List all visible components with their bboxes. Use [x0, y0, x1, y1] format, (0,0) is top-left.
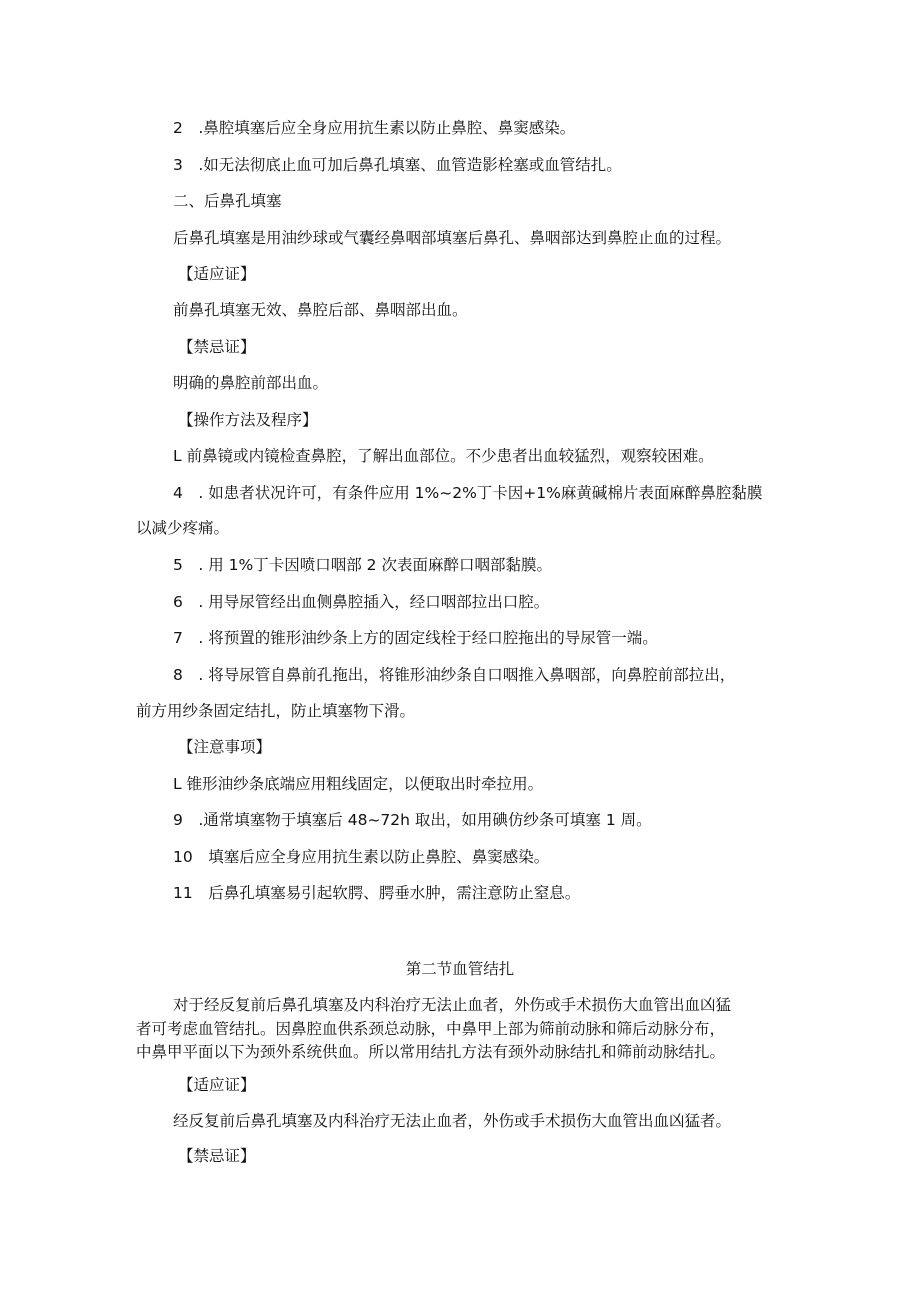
list-item: 6 . 用导尿管经出血侧鼻腔插入，经口咽部拉出口腔。	[173, 593, 550, 611]
list-item: 3 .如无法彻底止血可加后鼻孔填塞、血管造影栓塞或血管结扎。	[173, 156, 622, 174]
paragraph-continuation: 中鼻甲平面以下为颈外系统供血。所以常用结扎方法有颈外动脉结扎和筛前动脉结扎。	[136, 1043, 726, 1061]
list-item: 2 .鼻腔填塞后应全身应用抗生素以防止鼻腔、鼻窦感染。	[173, 119, 576, 137]
list-item: 9 .通常填塞物于填塞后 48~72h 取出，如用碘仿纱条可填塞 1 周。	[173, 811, 652, 829]
paragraph: 对于经反复前后鼻孔填塞及内科治疗无法止血者，外伤或手术损伤大血管出血凶猛	[173, 996, 732, 1014]
paragraph: 明确的鼻腔前部出血。	[173, 374, 329, 392]
subheading: 【适应证】	[178, 1076, 256, 1094]
list-item: 11 后鼻孔填塞易引起软腭、腭垂水肿，需注意防止窒息。	[173, 884, 581, 902]
paragraph: 经反复前后鼻孔填塞及内科治疗无法止血者，外伤或手术损伤大血管出血凶猛者。	[173, 1112, 732, 1130]
list-item-continuation: 前方用纱条固定结扎，防止填塞物下滑。	[136, 702, 416, 720]
subheading: 【禁忌证】	[178, 338, 256, 356]
subheading: 【操作方法及程序】	[178, 411, 318, 429]
subheading: 【适应证】	[178, 265, 256, 283]
list-item: L 锥形油纱条底端应用粗线固定，以便取出时牵拉用。	[173, 775, 544, 793]
subheading: 【注意事项】	[178, 738, 272, 756]
subheading: 【禁忌证】	[178, 1147, 256, 1165]
paragraph: 后鼻孔填塞是用油纱球或气囊经鼻咽部填塞后鼻孔、鼻咽部达到鼻腔止血的过程。	[173, 229, 732, 247]
section-title: 第二节血管结扎	[405, 960, 515, 978]
list-item: 4 . 如患者状况许可，有条件应用 1%~2%丁卡因+1%麻黄碱棉片表面麻醉鼻腔黏膜	[173, 484, 763, 502]
list-item: 8 . 将导尿管自鼻前孔拖出，将锥形油纱条自口咽推入鼻咽部，向鼻腔前部拉出，	[173, 666, 736, 684]
list-item: 10 填塞后应全身应用抗生素以防止鼻腔、鼻窦感染。	[173, 848, 550, 866]
list-item: L 前鼻镜或内镜检查鼻腔，了解出血部位。不少患者出血较猛烈，观察较困难。	[173, 447, 714, 465]
list-item-continuation: 以减少疼痛。	[136, 519, 230, 537]
paragraph-continuation: 者可考虑血管结扎。因鼻腔血供系颈总动脉，中鼻甲上部为筛前动脉和筛后动脉分布，	[136, 1020, 726, 1038]
section-heading: 二、后鼻孔填塞	[173, 192, 282, 210]
list-item: 5 . 用 1%丁卡因喷口咽部 2 次表面麻醉口咽部黏膜。	[173, 556, 552, 574]
paragraph: 前鼻孔填塞无效、鼻腔后部、鼻咽部出血。	[173, 301, 468, 319]
list-item: 7 . 将预置的锥形油纱条上方的固定线栓于经口腔拖出的导尿管一端。	[173, 629, 658, 647]
